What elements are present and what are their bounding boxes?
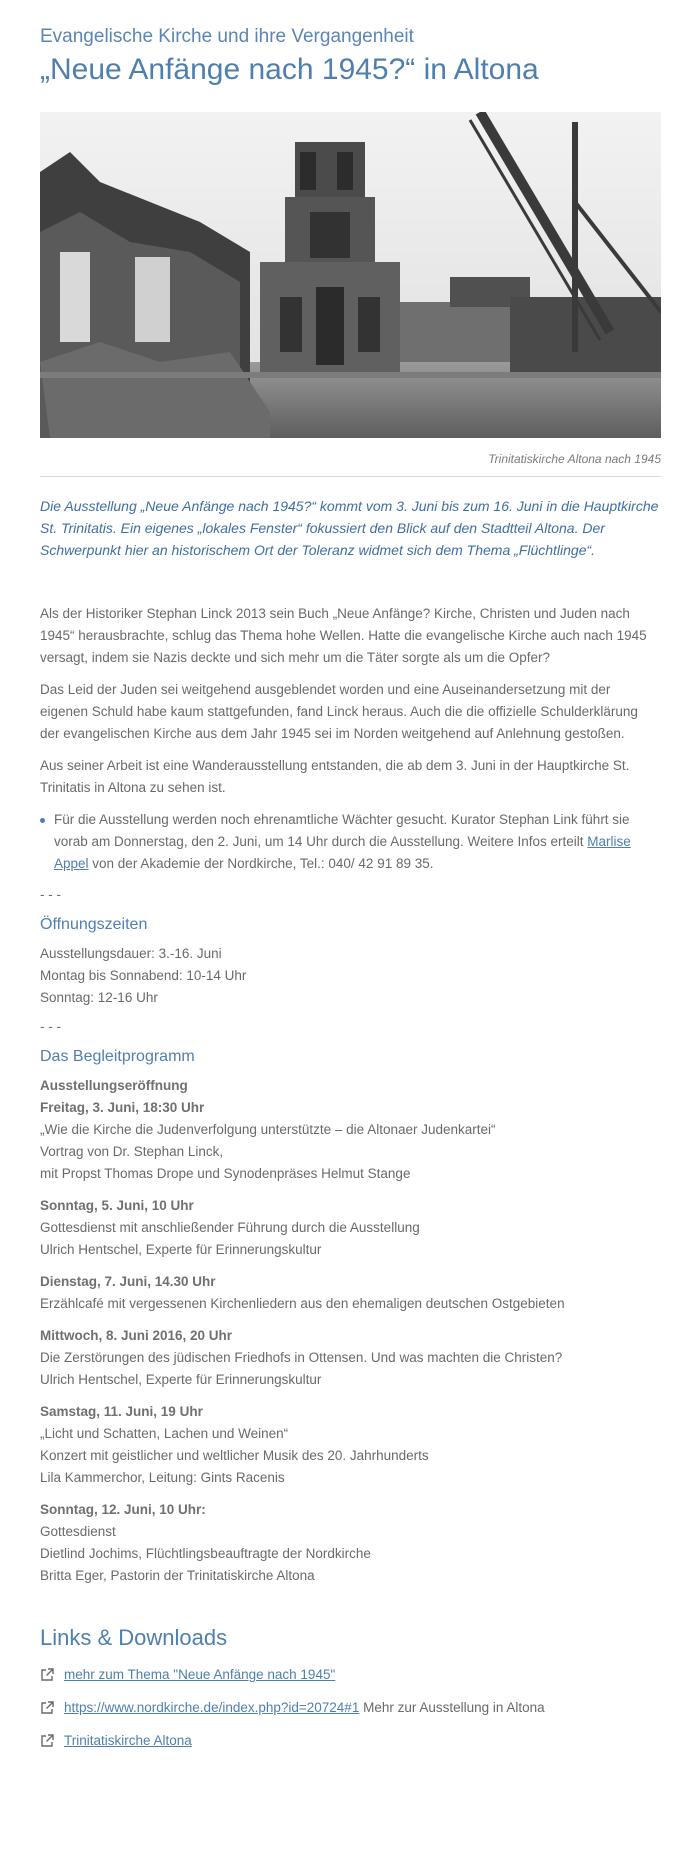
separator: - - - [40,887,61,902]
event-item [40,1401,661,1489]
link-row [40,1665,661,1685]
nordkirche-link[interactable]: https://www.nordkirche.de/index.php?id=20724#1 [64,1700,360,1715]
image-caption: Trinitatiskirche Altona nach 1945 [488,452,661,466]
event-line: Britta Eger, Pastorin der Trinitatiskirche Altona [40,1568,315,1583]
event-line: Ulrich Hentschel, Experte für Erinnerungskultur [40,1242,322,1257]
contact-link[interactable]: Marlise Appel [54,834,631,871]
link-row [40,1731,661,1751]
hero-image [40,112,661,438]
event-item [40,1499,661,1587]
event-line: mit Propst Thomas Drope und Synodenpräses Helmut Stange [40,1166,411,1181]
info-text-before: Für die Ausstellung werden noch ehrenamtliche Wächter gesucht. Kurator Stephan Link führt sie vorab am Donnerstag, den 2. Juni, um 14 Uhr durch die Ausstellung. Weitere Infos erteilt [54,812,630,849]
info-text-after: von der Akademie der Nordkirche, Tel.: 040/ 42 91 89 35. [88,856,434,871]
event-line: Die Zerstörungen des jüdischen Friedhofs in Ottensen. Und was machten die Christen? [40,1350,563,1365]
body-paragraph-1: Als der Historiker Stephan Linck 2013 sein Buch „Neue Anfänge? Kirche, Christen und Juden nach 1945“ herausbrachte, schlug das Thema hohe Wellen. Hatte die evangelische Kirche auch nach 1945 versagt, indem sie Nazis deckte und sich mehr um die Täter sorgte als um die Opfer? [40,606,647,665]
church-ruins-photo [40,112,661,438]
event-line: Vortrag von Dr. Stephan Linck, [40,1144,224,1159]
divider [40,476,661,477]
link-suffix: Mehr zur Ausstellung in Altona [359,1700,545,1715]
hours-heading: Öffnungszeiten [40,916,148,933]
topic-link[interactable]: mehr zum Thema "Neue Anfänge nach 1945" [64,1667,336,1682]
event-date: Samstag, 11. Juni, 19 Uhr [40,1404,203,1419]
article [40,26,661,1751]
church-link[interactable]: Trinitatiskirche Altona [64,1733,192,1748]
lead-paragraph: Die Ausstellung „Neue Anfänge nach 1945?“ kommt vom 3. Juni bis zum 16. Juni in die Hauptkirche St. Trinitatis. Ein eigenes „lokales Fenster“ fokussiert den Blick auf den Stadtteil Altona. Der Schwerpunkt hier an historischem Ort der Toleranz widmet sich dem Thema „Flüchtlinge“. [40,498,659,558]
link-row [40,1698,661,1718]
external-link-icon [40,1734,54,1748]
event-item [40,1325,661,1391]
event-line: Lila Kammerchor, Leitung: Gints Racenis [40,1470,285,1485]
event-line: Gottesdienst mit anschließender Führung durch die Ausstellung [40,1220,420,1235]
links-heading: Links & Downloads [40,1625,228,1650]
info-list [40,809,661,875]
hours-line: Montag bis Sonnabend: 10-14 Uhr [40,968,247,983]
event-line: Erzählcafé mit vergessenen Kirchenliedern aus den ehemaligen deutschen Ostgebieten [40,1296,565,1311]
event-date: Sonntag, 5. Juni, 10 Uhr [40,1198,194,1213]
event-line: Dietlind Jochims, Flüchtlingsbeauftragte der Nordkirche [40,1546,371,1561]
program-heading: Das Begleitprogramm [40,1048,195,1065]
event-line: „Wie die Kirche die Judenverfolgung unterstützte – die Altonaer Judenkartei“ [40,1122,496,1137]
external-link-icon [40,1701,54,1715]
event-item [40,1075,661,1185]
hours-line: Sonntag: 12-16 Uhr [40,990,158,1005]
event-date: Freitag, 3. Juni, 18:30 Uhr [40,1100,205,1115]
event-heading: Ausstellungseröffnung [40,1078,188,1093]
bullet-icon [40,818,45,823]
event-date: Dienstag, 7. Juni, 14.30 Uhr [40,1274,216,1289]
body-paragraph-3: Aus seiner Arbeit ist eine Wanderausstellung entstanden, die ab dem 3. Juni in der Hauptkirche St. Trinitatis in Altona zu sehen ist. [40,758,630,795]
hours-line: Ausstellungsdauer: 3.-16. Juni [40,946,222,961]
event-date: Mittwoch, 8. Juni 2016, 20 Uhr [40,1328,233,1343]
event-line: Gottesdienst [40,1524,116,1539]
event-line: Konzert mit geistlicher und weltlicher Musik des 20. Jahrhunderts [40,1448,429,1463]
event-item [40,1271,661,1315]
article-title: „Neue Anfänge nach 1945?“ in Altona [40,53,539,86]
info-list-item [54,809,661,875]
article-kicker: Evangelische Kirche und ihre Vergangenheit [40,26,414,47]
event-item [40,1195,661,1261]
body-paragraph-2: Das Leid der Juden sei weitgehend ausgeblendet worden und eine Auseinandersetzung mit der eigenen Schuld habe kaum stattgefunden, fand Linck heraus. Auch die die offizielle Schulderklärung der evangelischen Kirche aus dem Jahr 1945 sei im Norden weitgehend auf Anlehnung gestoßen. [40,682,638,741]
separator: - - - [40,1019,61,1034]
event-line: „Licht und Schatten, Lachen und Weinen“ [40,1426,289,1441]
external-link-icon [40,1668,54,1682]
event-line: Ulrich Hentschel, Experte für Erinnerungskultur [40,1372,322,1387]
event-date: Sonntag, 12. Juni, 10 Uhr: [40,1502,206,1517]
